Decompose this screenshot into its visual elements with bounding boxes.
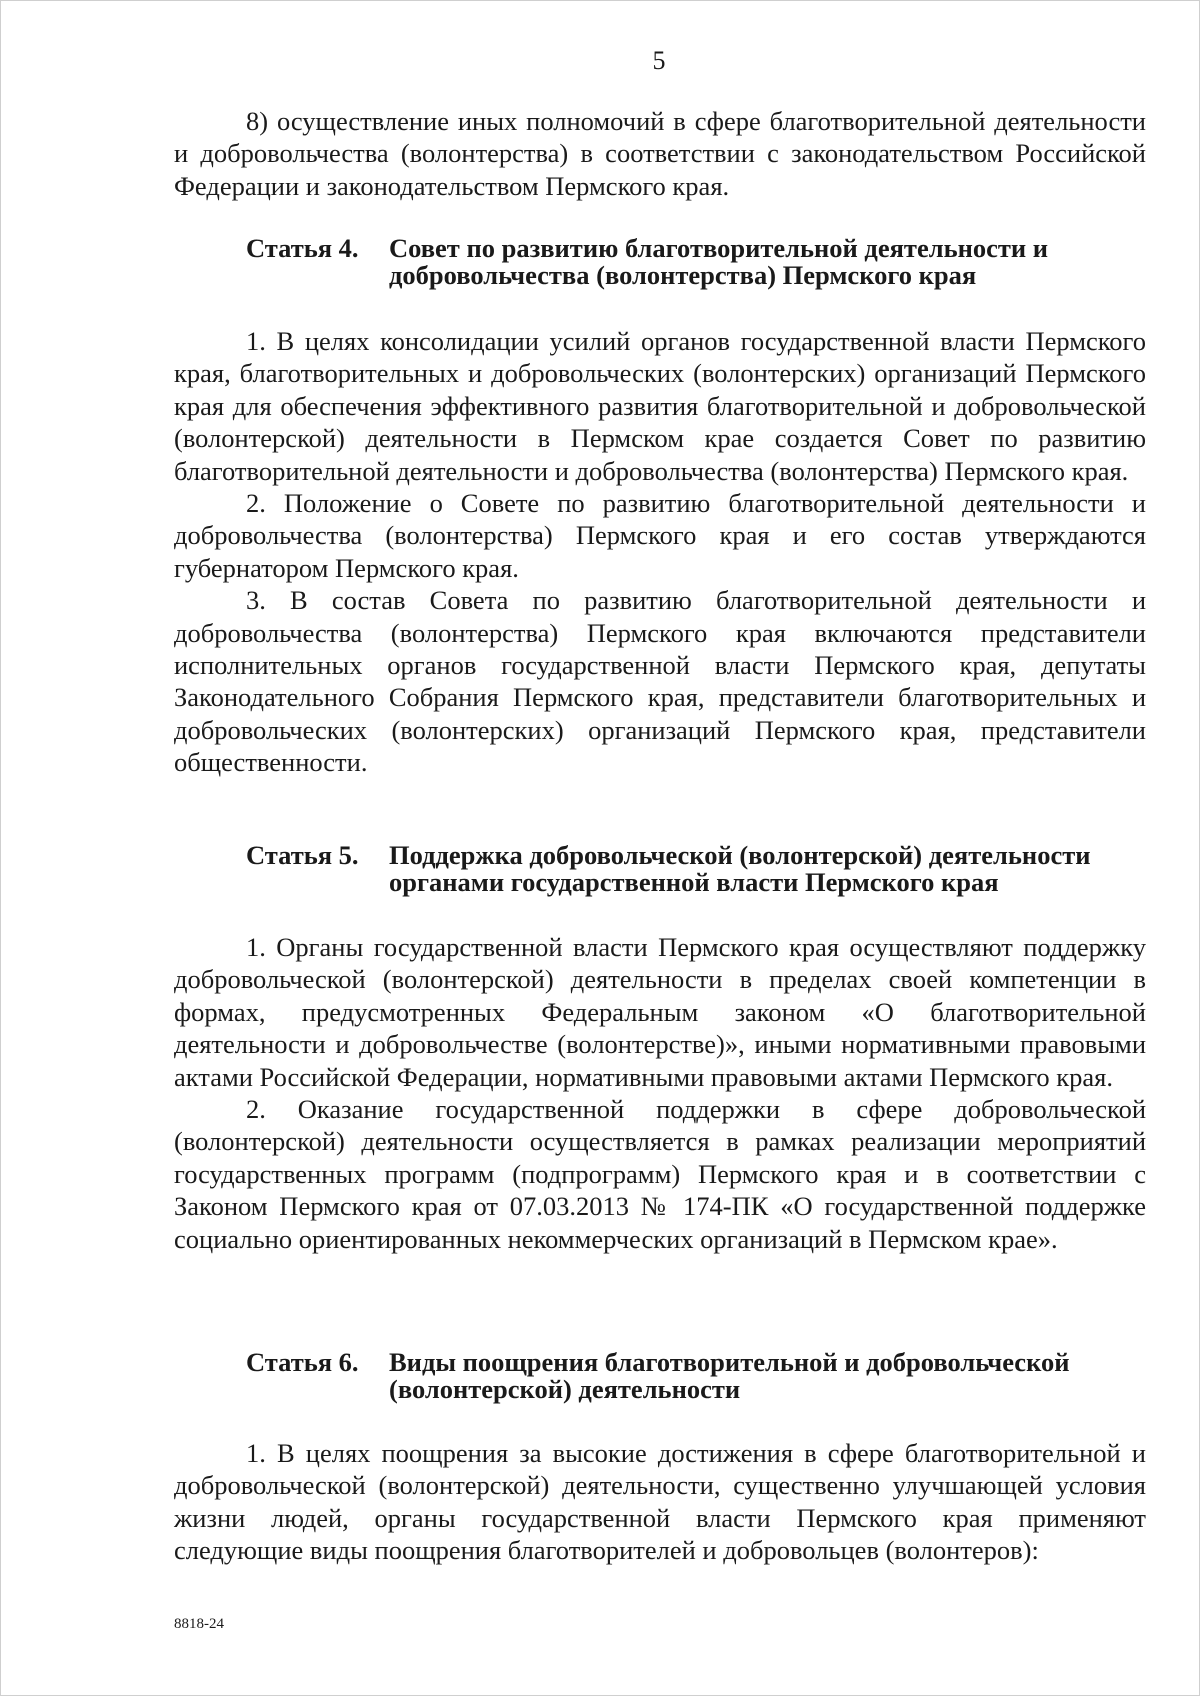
article-4-heading: [246, 235, 1146, 289]
page-number: 5: [652, 46, 666, 75]
article-title: Совет по развитию благотворительной деятельности и добровольчества (волонтерства) Пермского края: [389, 233, 1049, 290]
article-title: Виды поощрения благотворительной и добровольческой (волонтерской) деятельности: [389, 1347, 1070, 1404]
paragraph: 1. Органы государственной власти Пермского края осуществляют поддержку добровольческой (волонтерской) деятельности в пределах своей компетенции в формах, предусмотренных Федеральным законом «О благотворительной деятельности и добровольчестве (волонтерстве)», иными нормативными правовыми актами Российской Федерации, нормативными правовыми актами Пермского края.: [174, 932, 1146, 1092]
paragraph-block-1: [174, 105, 1146, 202]
article-6-heading: [246, 1349, 1146, 1403]
document-code: 8818-24: [174, 1616, 224, 1632]
paragraph: 1. В целях поощрения за высокие достижения в сфере благотворительной и добровольческой (волонтерской) деятельности, существенно улучшающей условия жизни людей, органы государственной власти Пермского края применяют следующие виды поощрения благотворителей и добровольцев (волонтеров):: [174, 1438, 1146, 1566]
paragraph-block-4: [174, 1437, 1146, 1567]
article-label: Статья 5.: [246, 840, 359, 870]
article-5-heading: [246, 842, 1146, 896]
paragraph-block-3: [174, 931, 1146, 1255]
article-label: Статья 6.: [246, 1347, 359, 1377]
article-label: Статья 4.: [246, 233, 359, 263]
paragraph: 3. В состав Совета по развитию благотворительной деятельности и добровольчества (волонтерства) Пермского края включаются представители исполнительных органов государственной власти Пермского края, депутаты Законодательного Собрания Пермского края, представители благотворительных и добровольческих (волонтерских) организаций Пермского края, представители общественности.: [174, 585, 1146, 778]
article-title: Поддержка добровольческой (волонтерской) деятельности органами государственной власти Пермского края: [389, 840, 1091, 897]
paragraph: 8) осуществление иных полномочий в сфере благотворительной деятельности и добровольчества (волонтерства) в соответствии с законодательством Российской Федерации и законодательством Пермского края.: [174, 106, 1146, 201]
paragraph-block-2: [174, 325, 1146, 779]
paragraph: 2. Оказание государственной поддержки в сфере добровольческой (волонтерской) деятельности осуществляется в рамках реализации мероприятий государственных программ (подпрограмм) Пермского края и в соответствии с Законом Пермского края от 07.03.2013 № 174-ПК «О государственной поддержке социально ориентированных некоммерческих организаций в Пермском крае».: [174, 1094, 1146, 1254]
paragraph: 1. В целях консолидации усилий органов государственной власти Пермского края, благотворительных и добровольческих (волонтерских) организаций Пермского края для обеспечения эффективного развития благотворительной и добровольческой (волонтерской) деятельности в Пермском крае создается Совет по развитию благотворительной деятельности и добровольчества (волонтерства) Пермского края.: [174, 326, 1146, 486]
paragraph: 2. Положение о Совете по развитию благотворительной деятельности и добровольчества (волонтерства) Пермского края и его состав утверждаются губернатором Пермского края.: [174, 488, 1146, 583]
